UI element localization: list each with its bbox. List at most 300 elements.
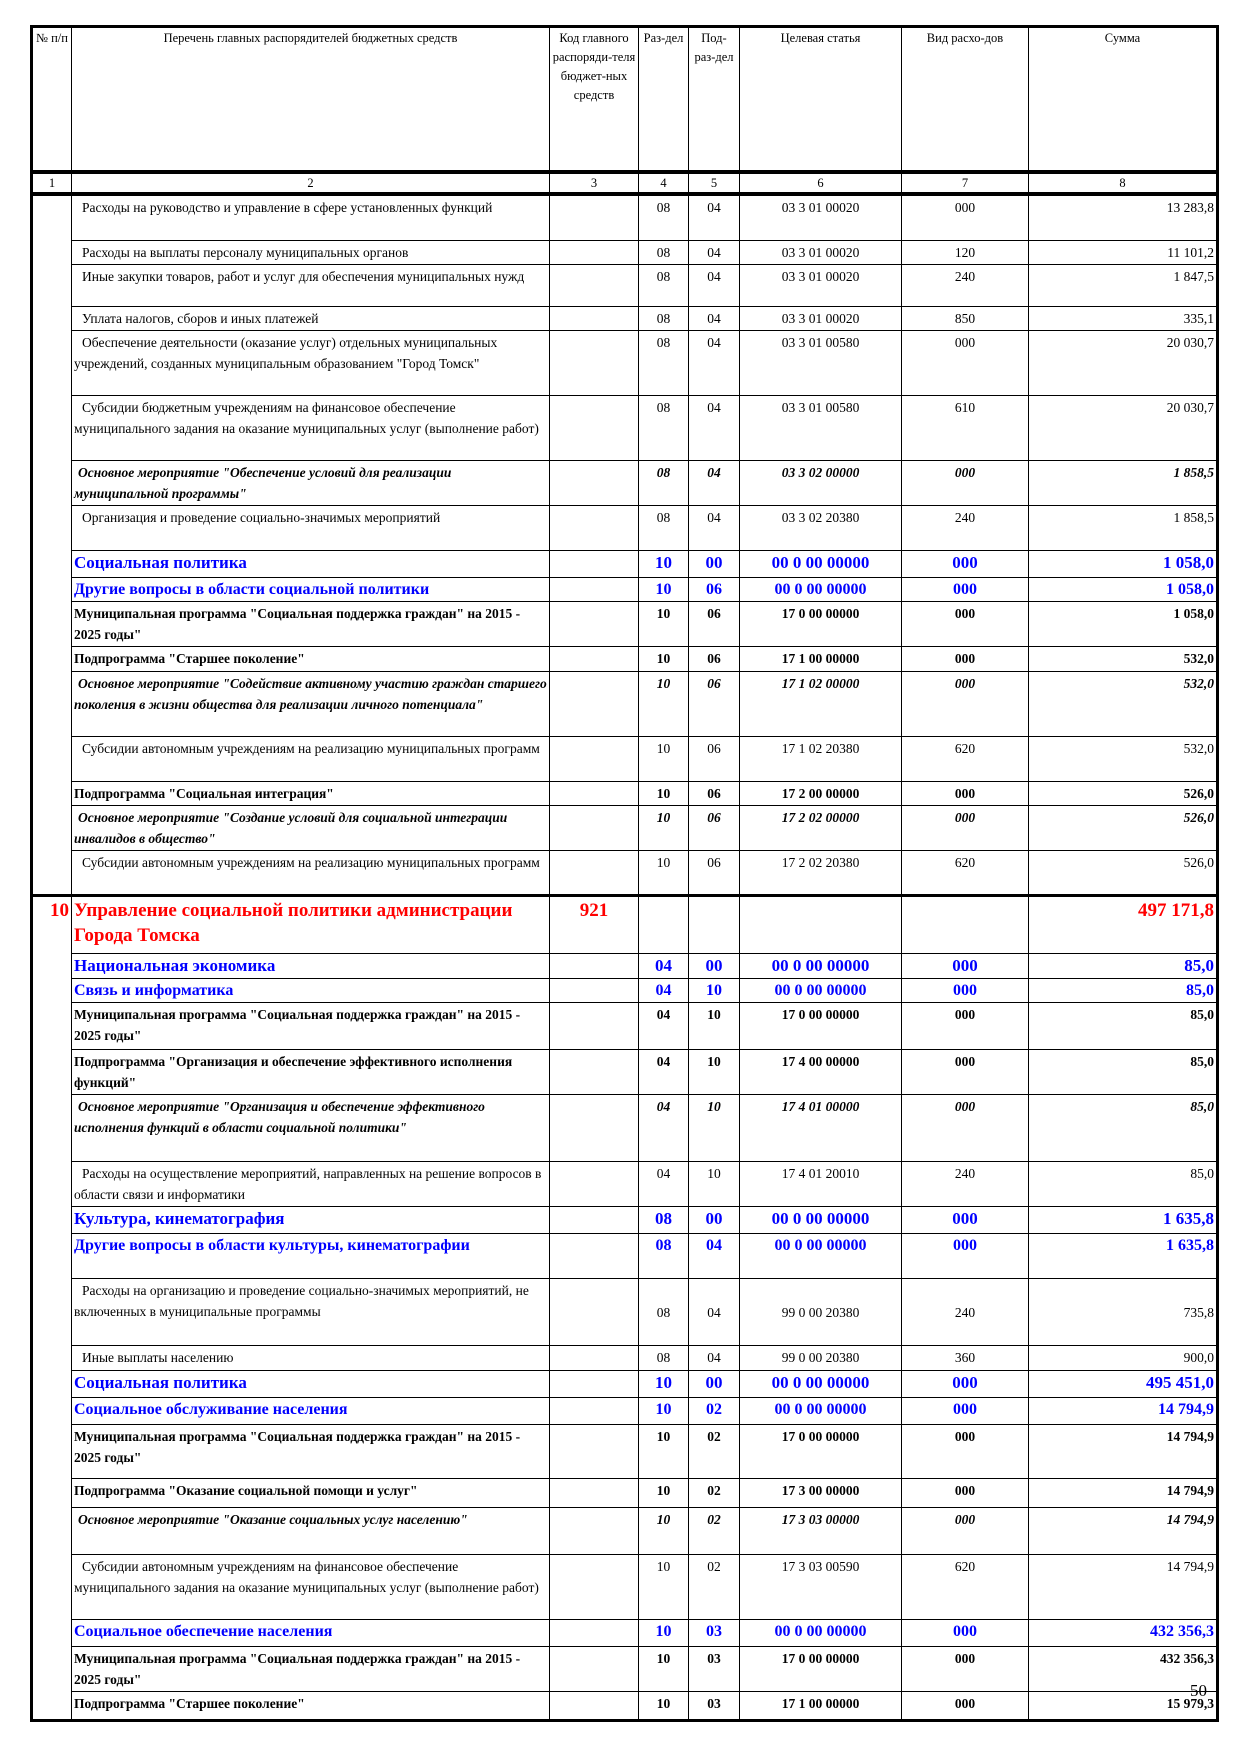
row-name: Субсидии автономным учреждениям на финансовое обеспечение муниципального задания на оказание муниципальных услуг (выполнение работ) xyxy=(72,1555,550,1620)
row-vid xyxy=(902,896,1029,954)
row-podrazdel: 00 xyxy=(689,1207,740,1234)
row-podrazdel: 02 xyxy=(689,1479,740,1508)
row-admin-code xyxy=(550,647,639,672)
row-sum: 432 356,3 xyxy=(1029,1620,1218,1647)
row-number xyxy=(32,647,72,672)
row-razdel: 10 xyxy=(639,1508,689,1555)
row-target: 17 0 00 00000 xyxy=(740,1647,902,1692)
row-podrazdel: 04 xyxy=(689,461,740,506)
row-name: Иные закупки товаров, работ и услуг для обеспечения муниципальных нужд xyxy=(72,265,550,307)
row-admin-code xyxy=(550,1398,639,1425)
row-admin-code xyxy=(550,194,639,241)
row-vid: 000 xyxy=(902,1425,1029,1479)
table-row xyxy=(32,1234,1218,1279)
row-podrazdel xyxy=(689,896,740,954)
row-sum: 14 794,9 xyxy=(1029,1555,1218,1620)
table-row xyxy=(32,896,1218,954)
row-vid: 000 xyxy=(902,954,1029,979)
row-razdel: 10 xyxy=(639,1479,689,1508)
row-sum: 900,0 xyxy=(1029,1346,1218,1371)
row-number xyxy=(32,1346,72,1371)
row-sum: 85,0 xyxy=(1029,1162,1218,1207)
table-row xyxy=(32,782,1218,806)
row-sum: 14 794,9 xyxy=(1029,1398,1218,1425)
header-sum: Сумма xyxy=(1029,27,1218,172)
row-admin-code xyxy=(550,1234,639,1279)
table-row xyxy=(32,737,1218,782)
row-admin-code xyxy=(550,979,639,1003)
row-vid: 620 xyxy=(902,1555,1029,1620)
row-target: 17 1 02 00000 xyxy=(740,672,902,737)
row-sum: 526,0 xyxy=(1029,806,1218,851)
row-number xyxy=(32,461,72,506)
row-name: Национальная экономика xyxy=(72,954,550,979)
row-razdel: 10 xyxy=(639,647,689,672)
row-vid: 240 xyxy=(902,1279,1029,1346)
header-row xyxy=(32,27,1218,172)
row-razdel: 10 xyxy=(639,1692,689,1721)
row-target: 99 0 00 20380 xyxy=(740,1346,902,1371)
table-row xyxy=(32,1346,1218,1371)
row-podrazdel: 02 xyxy=(689,1425,740,1479)
row-target xyxy=(740,896,902,954)
row-sum: 85,0 xyxy=(1029,1095,1218,1162)
row-name: Подпрограмма "Организация и обеспечение эффективного исполнения функций" xyxy=(72,1050,550,1095)
row-sum: 1 058,0 xyxy=(1029,578,1218,602)
row-admin-code xyxy=(550,265,639,307)
row-razdel: 10 xyxy=(639,806,689,851)
row-podrazdel: 03 xyxy=(689,1620,740,1647)
column-number: 6 xyxy=(740,172,902,194)
row-target: 17 4 01 00000 xyxy=(740,1095,902,1162)
row-vid: 000 xyxy=(902,1479,1029,1508)
row-sum: 1 858,5 xyxy=(1029,506,1218,551)
row-sum: 735,8 xyxy=(1029,1279,1218,1346)
row-name: Организация и проведение социально-значимых мероприятий xyxy=(72,506,550,551)
row-target: 00 0 00 00000 xyxy=(740,1207,902,1234)
row-admin-code xyxy=(550,461,639,506)
row-podrazdel: 02 xyxy=(689,1398,740,1425)
row-podrazdel: 03 xyxy=(689,1647,740,1692)
column-number: 1 xyxy=(32,172,72,194)
table-row xyxy=(32,979,1218,1003)
row-sum: 14 794,9 xyxy=(1029,1508,1218,1555)
row-number xyxy=(32,1508,72,1555)
page-number: 50 xyxy=(1190,1681,1207,1700)
row-admin-code: 921 xyxy=(550,896,639,954)
row-target: 03 3 01 00020 xyxy=(740,265,902,307)
row-admin-code xyxy=(550,1003,639,1050)
row-vid: 000 xyxy=(902,331,1029,396)
row-target: 03 3 02 00000 xyxy=(740,461,902,506)
table-row xyxy=(32,506,1218,551)
row-admin-code xyxy=(550,396,639,461)
row-podrazdel: 04 xyxy=(689,194,740,241)
column-number: 5 xyxy=(689,172,740,194)
table-row xyxy=(32,461,1218,506)
row-admin-code xyxy=(550,241,639,265)
row-name: Подпрограмма "Старшее поколение" xyxy=(72,1692,550,1721)
row-name: Основное мероприятие "Организация и обеспечение эффективного исполнения функций в области социальной политики" xyxy=(72,1095,550,1162)
table-row xyxy=(32,1279,1218,1346)
row-admin-code xyxy=(550,806,639,851)
table-row xyxy=(32,307,1218,331)
row-number xyxy=(32,851,72,896)
row-target: 17 3 03 00000 xyxy=(740,1508,902,1555)
row-name: Культура, кинематография xyxy=(72,1207,550,1234)
row-sum: 14 794,9 xyxy=(1029,1425,1218,1479)
row-vid: 610 xyxy=(902,396,1029,461)
row-podrazdel: 04 xyxy=(689,1234,740,1279)
row-number xyxy=(32,1371,72,1398)
row-sum: 1 858,5 xyxy=(1029,461,1218,506)
table-row xyxy=(32,194,1218,241)
row-number xyxy=(32,307,72,331)
row-target: 00 0 00 00000 xyxy=(740,1398,902,1425)
row-podrazdel: 04 xyxy=(689,331,740,396)
row-podrazdel: 04 xyxy=(689,241,740,265)
header-vid: Вид расхо-дов xyxy=(902,27,1029,172)
row-vid: 000 xyxy=(902,1647,1029,1692)
row-razdel xyxy=(639,896,689,954)
row-target: 00 0 00 00000 xyxy=(740,954,902,979)
row-podrazdel: 10 xyxy=(689,1095,740,1162)
row-target: 17 2 00 00000 xyxy=(740,782,902,806)
row-name: Основное мероприятие "Оказание социальных услуг населению" xyxy=(72,1508,550,1555)
row-admin-code xyxy=(550,551,639,578)
row-sum: 532,0 xyxy=(1029,647,1218,672)
row-name: Расходы на осуществление мероприятий, направленных на решение вопросов в области связи и информатики xyxy=(72,1162,550,1207)
row-razdel: 10 xyxy=(639,1647,689,1692)
row-target: 17 2 02 20380 xyxy=(740,851,902,896)
row-name: Управление социальной политики администрации Города Томска xyxy=(72,896,550,954)
row-target: 00 0 00 00000 xyxy=(740,979,902,1003)
row-target: 17 1 00 00000 xyxy=(740,1692,902,1721)
column-number-row xyxy=(32,172,1218,194)
row-razdel: 04 xyxy=(639,1003,689,1050)
table-row xyxy=(32,265,1218,307)
row-sum: 1 635,8 xyxy=(1029,1207,1218,1234)
row-target: 00 0 00 00000 xyxy=(740,1371,902,1398)
row-razdel: 08 xyxy=(639,1279,689,1346)
table-row xyxy=(32,1620,1218,1647)
row-vid: 000 xyxy=(902,1207,1029,1234)
row-number xyxy=(32,1050,72,1095)
row-vid: 850 xyxy=(902,307,1029,331)
header-podrazdel: Под-раз-дел xyxy=(689,27,740,172)
row-target: 17 3 00 00000 xyxy=(740,1479,902,1508)
row-razdel: 10 xyxy=(639,851,689,896)
row-razdel: 04 xyxy=(639,1095,689,1162)
row-podrazdel: 04 xyxy=(689,506,740,551)
row-razdel: 08 xyxy=(639,461,689,506)
row-name: Другие вопросы в области культуры, кинематографии xyxy=(72,1234,550,1279)
row-name: Субсидии автономным учреждениям на реализацию муниципальных программ xyxy=(72,737,550,782)
row-name: Связь и информатика xyxy=(72,979,550,1003)
table-row xyxy=(32,396,1218,461)
table-row xyxy=(32,647,1218,672)
row-number xyxy=(32,1279,72,1346)
row-razdel: 08 xyxy=(639,1234,689,1279)
budget-table xyxy=(30,25,1219,1722)
row-name: Иные выплаты населению xyxy=(72,1346,550,1371)
row-target: 17 1 02 20380 xyxy=(740,737,902,782)
row-admin-code xyxy=(550,506,639,551)
row-target: 00 0 00 00000 xyxy=(740,1620,902,1647)
row-admin-code xyxy=(550,307,639,331)
table-row xyxy=(32,1508,1218,1555)
row-name: Другие вопросы в области социальной политики xyxy=(72,578,550,602)
row-admin-code xyxy=(550,1095,639,1162)
row-admin-code xyxy=(550,737,639,782)
row-name: Муниципальная программа "Социальная поддержка граждан" на 2015 - 2025 годы" xyxy=(72,602,550,647)
row-number xyxy=(32,1425,72,1479)
row-podrazdel: 10 xyxy=(689,1050,740,1095)
row-razdel: 04 xyxy=(639,979,689,1003)
row-podrazdel: 06 xyxy=(689,578,740,602)
row-admin-code xyxy=(550,1050,639,1095)
row-razdel: 10 xyxy=(639,782,689,806)
table-row xyxy=(32,1050,1218,1095)
row-admin-code xyxy=(550,578,639,602)
row-podrazdel: 03 xyxy=(689,1692,740,1721)
row-vid: 000 xyxy=(902,647,1029,672)
row-number xyxy=(32,194,72,241)
column-number: 2 xyxy=(72,172,550,194)
row-name: Социальное обеспечение населения xyxy=(72,1620,550,1647)
row-target: 99 0 00 20380 xyxy=(740,1279,902,1346)
table-row xyxy=(32,331,1218,396)
row-sum: 526,0 xyxy=(1029,782,1218,806)
row-name: Расходы на выплаты персоналу муниципальных органов xyxy=(72,241,550,265)
row-sum: 1 847,5 xyxy=(1029,265,1218,307)
row-sum: 1 058,0 xyxy=(1029,551,1218,578)
row-number xyxy=(32,806,72,851)
column-number: 8 xyxy=(1029,172,1218,194)
row-admin-code xyxy=(550,1279,639,1346)
row-sum: 335,1 xyxy=(1029,307,1218,331)
table-row xyxy=(32,1425,1218,1479)
row-admin-code xyxy=(550,1346,639,1371)
row-podrazdel: 06 xyxy=(689,672,740,737)
row-admin-code xyxy=(550,1555,639,1620)
row-name: Обеспечение деятельности (оказание услуг) отдельных муниципальных учреждений, созданных муниципальным образованием "Город Томск" xyxy=(72,331,550,396)
table-row xyxy=(32,954,1218,979)
header-num: № п/п xyxy=(32,27,72,172)
row-sum: 1 058,0 xyxy=(1029,602,1218,647)
row-name: Подпрограмма "Старшее поколение" xyxy=(72,647,550,672)
row-target: 03 3 02 20380 xyxy=(740,506,902,551)
row-razdel: 08 xyxy=(639,194,689,241)
row-name: Муниципальная программа "Социальная поддержка граждан" на 2015 - 2025 годы" xyxy=(72,1647,550,1692)
row-vid: 000 xyxy=(902,672,1029,737)
row-admin-code xyxy=(550,602,639,647)
header-razdel: Раз-дел xyxy=(639,27,689,172)
row-admin-code xyxy=(550,954,639,979)
row-podrazdel: 10 xyxy=(689,1003,740,1050)
row-sum: 15 979,3 xyxy=(1029,1692,1218,1721)
row-number xyxy=(32,602,72,647)
row-target: 03 3 01 00580 xyxy=(740,396,902,461)
row-number xyxy=(32,1162,72,1207)
row-sum: 11 101,2 xyxy=(1029,241,1218,265)
row-sum: 20 030,7 xyxy=(1029,396,1218,461)
row-vid: 000 xyxy=(902,194,1029,241)
table-row xyxy=(32,1003,1218,1050)
row-target: 03 3 01 00580 xyxy=(740,331,902,396)
row-vid: 000 xyxy=(902,1508,1029,1555)
row-vid: 000 xyxy=(902,806,1029,851)
row-vid: 000 xyxy=(902,1398,1029,1425)
row-name: Уплата налогов, сборов и иных платежей xyxy=(72,307,550,331)
row-number xyxy=(32,672,72,737)
row-number xyxy=(32,1207,72,1234)
row-name: Социальное обслуживание населения xyxy=(72,1398,550,1425)
row-vid: 000 xyxy=(902,602,1029,647)
row-razdel: 10 xyxy=(639,551,689,578)
row-target: 17 1 00 00000 xyxy=(740,647,902,672)
table-row xyxy=(32,578,1218,602)
row-target: 17 0 00 00000 xyxy=(740,602,902,647)
table-row xyxy=(32,1692,1218,1721)
row-sum: 526,0 xyxy=(1029,851,1218,896)
row-sum: 497 171,8 xyxy=(1029,896,1218,954)
row-podrazdel: 00 xyxy=(689,551,740,578)
table-row xyxy=(32,851,1218,896)
table-row xyxy=(32,1555,1218,1620)
row-target: 03 3 01 00020 xyxy=(740,241,902,265)
row-sum: 13 283,8 xyxy=(1029,194,1218,241)
row-number xyxy=(32,578,72,602)
row-vid: 000 xyxy=(902,1234,1029,1279)
row-admin-code xyxy=(550,1162,639,1207)
row-podrazdel: 02 xyxy=(689,1555,740,1620)
row-number xyxy=(32,1234,72,1279)
row-razdel: 08 xyxy=(639,1346,689,1371)
row-sum: 532,0 xyxy=(1029,737,1218,782)
row-razdel: 10 xyxy=(639,672,689,737)
row-target: 17 0 00 00000 xyxy=(740,1425,902,1479)
row-podrazdel: 04 xyxy=(689,1346,740,1371)
row-number xyxy=(32,396,72,461)
row-vid: 000 xyxy=(902,1050,1029,1095)
row-target: 17 3 03 00590 xyxy=(740,1555,902,1620)
row-razdel: 10 xyxy=(639,1620,689,1647)
row-name: Расходы на руководство и управление в сфере установленных функций xyxy=(72,194,550,241)
table-row xyxy=(32,1162,1218,1207)
row-podrazdel: 10 xyxy=(689,979,740,1003)
row-name: Основное мероприятие "Создание условий для социальной интеграции инвалидов в общество" xyxy=(72,806,550,851)
row-target: 17 0 00 00000 xyxy=(740,1003,902,1050)
row-admin-code xyxy=(550,782,639,806)
table-row xyxy=(32,806,1218,851)
row-name: Муниципальная программа "Социальная поддержка граждан" на 2015 - 2025 годы" xyxy=(72,1003,550,1050)
row-razdel: 04 xyxy=(639,1050,689,1095)
row-number xyxy=(32,1692,72,1721)
row-vid: 000 xyxy=(902,1003,1029,1050)
row-razdel: 10 xyxy=(639,1555,689,1620)
row-razdel: 08 xyxy=(639,241,689,265)
row-razdel: 10 xyxy=(639,578,689,602)
row-vid: 620 xyxy=(902,851,1029,896)
row-number xyxy=(32,1095,72,1162)
column-number: 7 xyxy=(902,172,1029,194)
row-name: Подпрограмма "Оказание социальной помощи и услуг" xyxy=(72,1479,550,1508)
table-row xyxy=(32,672,1218,737)
row-razdel: 08 xyxy=(639,1207,689,1234)
row-vid: 620 xyxy=(902,737,1029,782)
row-sum: 495 451,0 xyxy=(1029,1371,1218,1398)
row-razdel: 10 xyxy=(639,602,689,647)
row-podrazdel: 02 xyxy=(689,1508,740,1555)
row-name: Субсидии бюджетным учреждениям на финансовое обеспечение муниципального задания на оказание муниципальных услуг (выполнение работ) xyxy=(72,396,550,461)
row-vid: 000 xyxy=(902,551,1029,578)
header-name: Перечень главных распорядителей бюджетных средств xyxy=(72,27,550,172)
row-podrazdel: 00 xyxy=(689,1371,740,1398)
row-admin-code xyxy=(550,331,639,396)
row-admin-code xyxy=(550,672,639,737)
row-razdel: 10 xyxy=(639,737,689,782)
row-target: 17 4 00 00000 xyxy=(740,1050,902,1095)
row-vid: 000 xyxy=(902,1095,1029,1162)
table-row xyxy=(32,551,1218,578)
row-vid: 240 xyxy=(902,1162,1029,1207)
row-sum: 20 030,7 xyxy=(1029,331,1218,396)
row-admin-code xyxy=(550,1207,639,1234)
row-razdel: 08 xyxy=(639,506,689,551)
row-sum: 85,0 xyxy=(1029,954,1218,979)
row-admin-code xyxy=(550,1647,639,1692)
row-sum: 85,0 xyxy=(1029,1050,1218,1095)
row-admin-code xyxy=(550,851,639,896)
row-vid: 000 xyxy=(902,979,1029,1003)
row-name: Расходы на организацию и проведение социально-значимых мероприятий, не включенных в муниципальные программы xyxy=(72,1279,550,1346)
row-number xyxy=(32,737,72,782)
row-sum: 85,0 xyxy=(1029,979,1218,1003)
row-podrazdel: 06 xyxy=(689,851,740,896)
row-number xyxy=(32,782,72,806)
row-admin-code xyxy=(550,1371,639,1398)
row-name: Подпрограмма "Социальная интеграция" xyxy=(72,782,550,806)
row-name: Основное мероприятие "Содействие активному участию граждан старшего поколения в жизни общества для реализации личного потенциала" xyxy=(72,672,550,737)
row-target: 00 0 00 00000 xyxy=(740,578,902,602)
column-number: 3 xyxy=(550,172,639,194)
row-number xyxy=(32,331,72,396)
row-razdel: 10 xyxy=(639,1371,689,1398)
row-admin-code xyxy=(550,1692,639,1721)
row-name: Социальная политика xyxy=(72,1371,550,1398)
row-number xyxy=(32,506,72,551)
row-vid: 120 xyxy=(902,241,1029,265)
row-sum: 532,0 xyxy=(1029,672,1218,737)
column-number: 4 xyxy=(639,172,689,194)
row-target: 17 4 01 20010 xyxy=(740,1162,902,1207)
row-vid: 360 xyxy=(902,1346,1029,1371)
row-podrazdel: 06 xyxy=(689,647,740,672)
table-row xyxy=(32,241,1218,265)
row-number xyxy=(32,1003,72,1050)
row-number xyxy=(32,1620,72,1647)
row-number xyxy=(32,551,72,578)
row-podrazdel: 04 xyxy=(689,1279,740,1346)
row-number: 10 xyxy=(32,896,72,954)
row-number xyxy=(32,241,72,265)
row-podrazdel: 00 xyxy=(689,954,740,979)
row-vid: 000 xyxy=(902,782,1029,806)
row-vid: 000 xyxy=(902,1620,1029,1647)
header-target: Целевая статья xyxy=(740,27,902,172)
row-name: Муниципальная программа "Социальная поддержка граждан" на 2015 - 2025 годы" xyxy=(72,1425,550,1479)
